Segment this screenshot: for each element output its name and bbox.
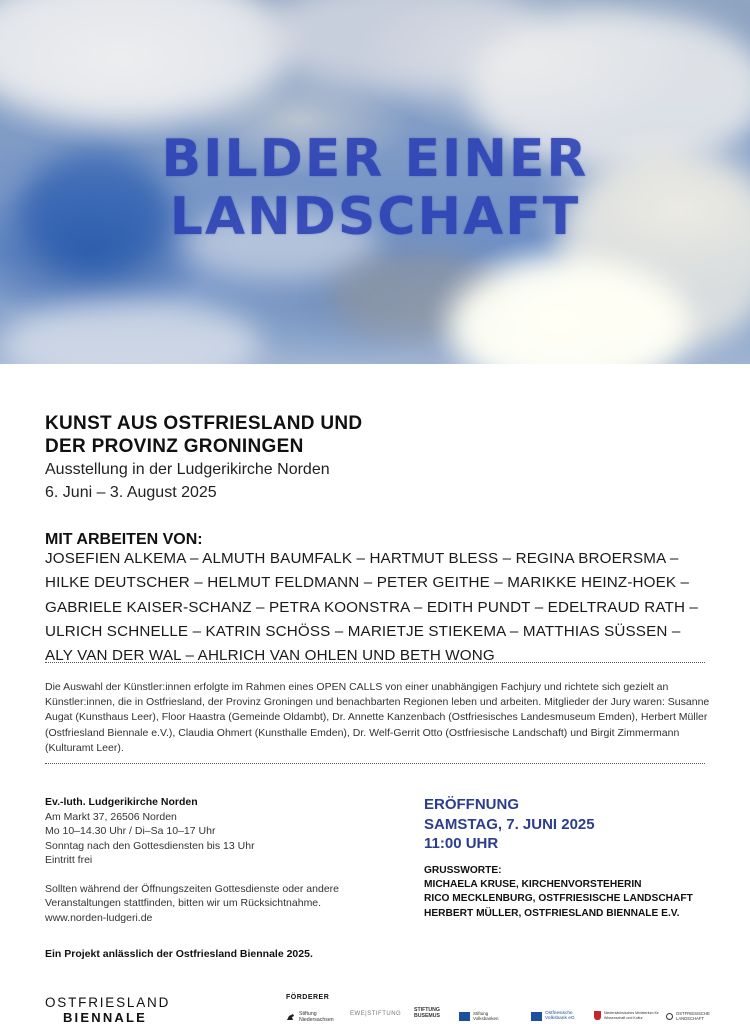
greetings-label: GRUSSWORTE:	[424, 865, 502, 876]
sponsor-name: EWE|STIFTUNG	[350, 1011, 402, 1017]
sponsor-name: Ostfriesische Volksbank eG	[545, 1011, 575, 1021]
opening-block	[424, 795, 595, 854]
logo-line1: OSTFRIESLAND	[45, 995, 171, 1010]
logo-line2: BIENNALE	[62, 1010, 148, 1024]
artists-line: JOSEFIEN ALKEMA – ALMUTH BAUMFALK – HARTMUT BLESS – REGINA BROERSMA –	[45, 550, 679, 567]
sponsor-name: OSTFRIESISCHE LANDSCHAFT	[676, 1011, 710, 1021]
vr-icon	[459, 1012, 470, 1021]
crest-icon	[594, 1011, 601, 1020]
opening-label: ERÖFFNUNG	[424, 796, 519, 813]
horse-icon	[286, 1013, 296, 1021]
greeting-speaker: RICO MECKLENBURG, OSTFRIESISCHE LANDSCHAFT	[424, 893, 693, 905]
sponsor-name: Niedersächsisches Ministerium für Wissenschaft und Kultur	[604, 1011, 659, 1020]
artists-line: GABRIELE KAISER-SCHANZ – PETRA KOONSTRA – EDITH PUNDT – EDELTRAUD RATH –	[45, 598, 699, 616]
artists-heading: MIT ARBEITEN VON:	[45, 531, 203, 548]
sponsor-ministerium	[594, 1011, 662, 1020]
venue-note-line2: Veranstaltungen stattfinden, bitten wir um Rücksichtnahme.	[45, 897, 322, 909]
exhibition-title-line1: KUNST AUS OSTFRIESLAND UND	[45, 413, 363, 434]
hero-title-line2: LANDSCHAFT	[169, 187, 581, 247]
artists-list	[45, 547, 698, 668]
venue-address: Am Markt 37, 26506 Norden	[45, 810, 177, 823]
exhibition-venue: Ausstellung in der Ludgerikirche Norden	[45, 461, 330, 478]
venue-info	[45, 795, 339, 925]
sponsor-ewe-stiftung	[350, 1011, 401, 1017]
vr-icon	[531, 1012, 542, 1021]
sponsor-stiftung-volksbanken	[459, 1011, 515, 1021]
greeting-speaker: HERBERT MÜLLER, OSTFRIESLAND BIENNALE E.V.	[424, 907, 680, 919]
venue-hours: Mo 10–14.30 Uhr / Di–Sa 10–17 Uhr	[45, 825, 216, 837]
opening-time: 11:00 UHR	[424, 835, 499, 852]
sponsor-name: STIFTUNG BUSEMUS	[414, 1007, 440, 1019]
sponsor-stiftung-niedersachsen	[286, 1011, 337, 1023]
venue-sunday-hours: Sonntag nach den Gottesdiensten bis 13 Uhr	[45, 839, 255, 852]
venue-entry: Eintritt frei	[45, 854, 93, 866]
venue-name: Ev.-luth. Ludgerikirche Norden	[45, 796, 198, 808]
ol-icon	[666, 1013, 673, 1020]
project-note: Ein Projekt anlässlich der Ostfriesland Biennale 2025.	[45, 948, 313, 960]
greeting-speaker: MICHAELA KRUSE, KIRCHENVORSTEHERIN	[424, 879, 642, 891]
hero-title-line1: BILDER EINER	[161, 129, 589, 189]
sponsor-ostfriesische-landschaft	[666, 1011, 712, 1021]
sponsor-name: Stiftung Volksbanken	[473, 1011, 499, 1021]
sponsors-label: FÖRDERER	[286, 994, 330, 1001]
exhibition-dates: 6. Juni – 3. August 2025	[45, 484, 217, 501]
jury-description: Die Auswahl der Künstler:innen erfolgte im Rahmen eines OPEN CALLS von einer unabhängigen Fachjury und richtete sich gezielt an Künstler:innen, die in Ostfriesland, der Provinz Groningen und benachbarten Regionen leben und arbeiten. Mitglieder der Jury waren: Susanne Augat (Kunsthaus Leer), Floor Haastra (Gemeinde Oldambt), Dr. Annette Kanzenbach (Ostfriesisches Landesmuseum Emden), Herbert Müller (Ostfriesland Biennale e.V.), Claudia Ohmert (Kunsthalle Emden), Dr. Welf-Gerrit Otto (Ostfriesische Landschaft) und Birgit Zimmermann (Kulturamt Leer).	[45, 681, 710, 754]
exhibition-title-line2: DER PROVINZ GRONINGEN	[45, 436, 304, 457]
sponsor-name: Stiftung Niedersachsen	[299, 1011, 334, 1023]
artists-line: ALY VAN DER WAL – AHLRICH VAN OHLEN UND BETH WONG	[45, 647, 495, 665]
artists-line: HILKE DEUTSCHER – HELMUT FELDMANN – PETER GEITHE – MARIKKE HEINZ-HOEK –	[45, 574, 690, 592]
artists-line: ULRICH SCHNELLE – KATRIN SCHÖSS – MARIETJE STIEKEMA – MATTHIAS SÜSSEN –	[45, 622, 681, 640]
biennale-logo	[45, 995, 171, 1024]
hero-sky-image	[0, 0, 750, 364]
sponsor-stiftung-busemus	[414, 1008, 446, 1019]
divider-bottom	[45, 763, 705, 764]
venue-website-link[interactable]: www.norden-ludgeri.de	[45, 911, 153, 924]
greetings-block	[424, 864, 693, 921]
divider-top	[45, 662, 705, 663]
opening-date: SAMSTAG, 7. JUNI 2025	[424, 815, 595, 833]
venue-note-line1: Sollten während der Öffnungszeiten Gottesdienste oder andere	[45, 882, 339, 895]
sponsor-ostfriesische-volksbank	[531, 1011, 591, 1021]
